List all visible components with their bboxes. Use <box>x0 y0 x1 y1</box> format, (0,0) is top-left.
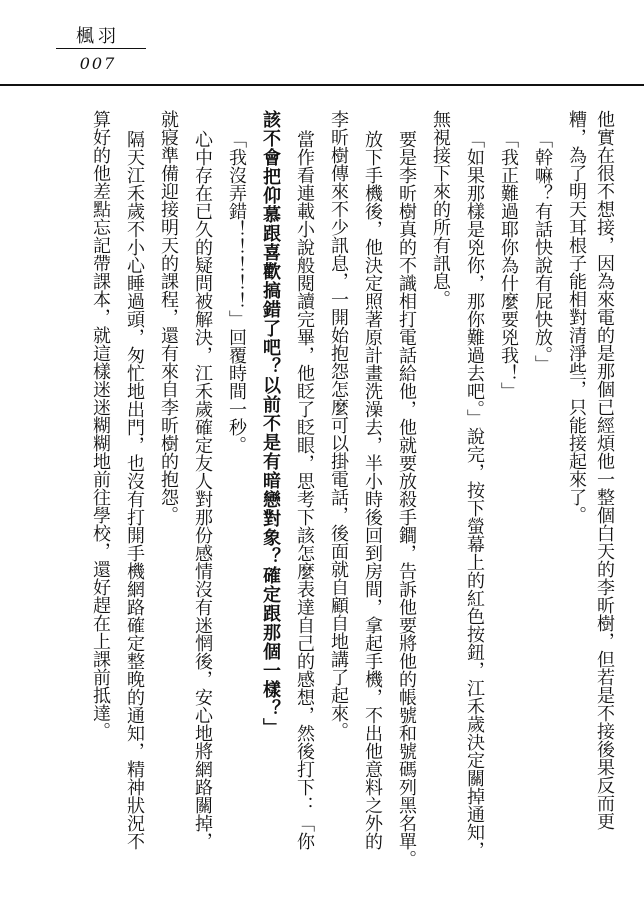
text-column: 「幹嘛？有話快說有屁快放。」 <box>532 130 553 373</box>
text-column: 他實在很不想接，因為來電的是那個已經煩他一整個白天的李昕樹，但若是不接後果反而更 <box>594 110 615 830</box>
text-column: 心中存在已久的疑問被解決，江禾歲確定友人對那份感情沒有迷惘後，安心地將網路關掉， <box>192 130 213 850</box>
text-column: 「我正難過耶你為什麼要兇我！」 <box>498 130 519 400</box>
text-column: 無視接下來的所有訊息。 <box>430 110 451 308</box>
text-column-message: 該不會把仰慕跟喜歡搞錯了吧？以前不是有暗戀對象？確定跟那個一樣？」 <box>260 110 281 737</box>
page-number: 007 <box>79 54 117 73</box>
text-column: 隔天江禾歲不小心睡過頭，匆忙地出門，也沒有打開手機網路確定整晚的通知，精神狀況不 <box>124 130 145 850</box>
text-column: 「我沒弄錯！！！！！」回覆時間一秒。 <box>226 130 247 454</box>
text-column: 算好的他差點忘記帶課本，就這樣迷迷糊糊地前往學校，還好趕在上課前抵達。 <box>90 110 111 740</box>
text-column: 糟，為了明天耳根子能相對清淨些，只能接起來了。 <box>566 110 587 524</box>
vertical-text-body <box>60 110 620 870</box>
text-column: 「如果那樣是兇你，那你難過去吧。」說完，按下螢幕上的紅色按鈕，江禾歲決定關掉通知， <box>464 130 485 859</box>
text-column: 放下手機後，他決定照著原計畫洗澡去，半小時後回到房間，拿起手機，不出他意料之外的 <box>362 130 383 850</box>
book-title: 楓羽 <box>76 26 120 47</box>
text-column: 要是李昕樹真的不識相打電話給他，他就要放殺手鐧，告訴他要將他的帳號和號碼列黑名單。 <box>396 130 417 868</box>
text-column: 當作看連載小說般閱讀完畢，他眨了眨眼，思考下該怎麼表達自己的感想，然後打下：「你 <box>294 130 315 850</box>
title-underline <box>56 48 146 49</box>
header-divider <box>0 84 644 86</box>
text-column: 就寢準備迎接明天的課程，還有來自李昕樹的抱怨。 <box>158 110 179 524</box>
text-column: 李昕樹傳來不少訊息，一開始抱怨怎麼可以掛電話，後面就自顧自地講了起來。 <box>328 110 349 740</box>
page-header <box>0 0 644 100</box>
